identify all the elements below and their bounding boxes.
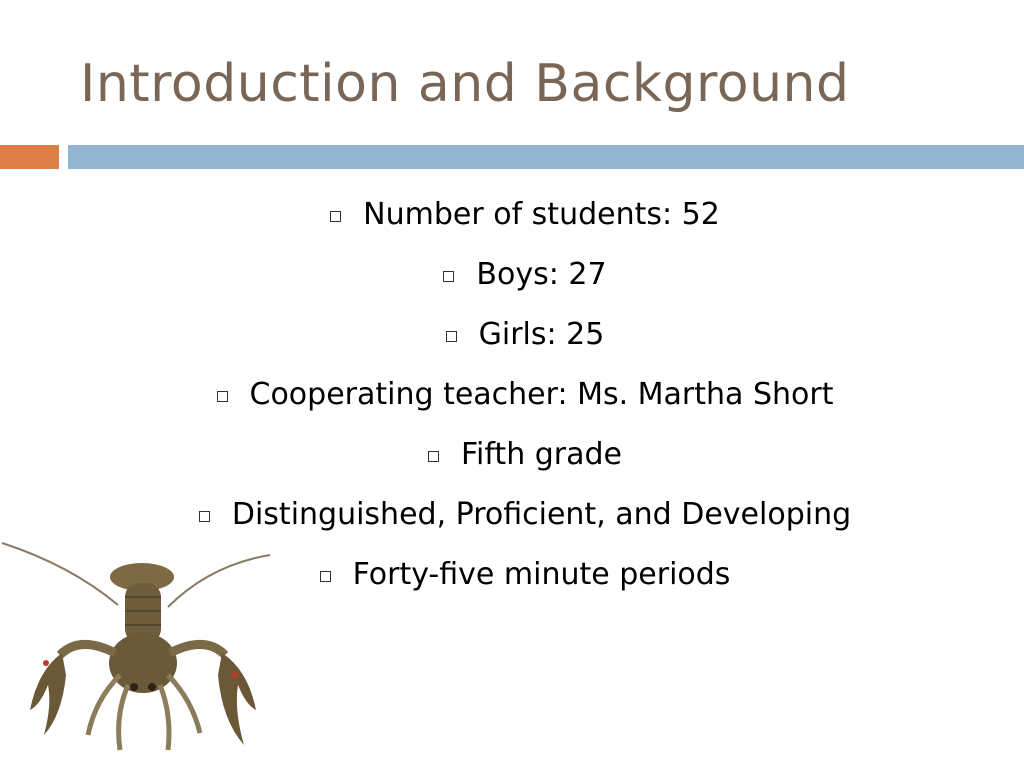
accent-bar-blue (68, 145, 1024, 169)
bullet-text: Girls: 25 (478, 316, 605, 352)
bullet-square-icon (199, 511, 210, 522)
bullet-text: Distinguished, Proficient, and Developing (231, 496, 852, 532)
bullet-text: Boys: 27 (476, 256, 607, 292)
bullet-item (100, 244, 950, 304)
bullet-square-icon (217, 391, 228, 402)
bullet-square-icon (320, 571, 331, 582)
crawfish-image (0, 535, 300, 768)
bullet-square-icon (446, 331, 457, 342)
bullet-text: Forty-five minute periods (352, 556, 731, 592)
bullet-square-icon (330, 211, 341, 222)
bullet-text: Cooperating teacher: Ms. Martha Short (249, 376, 834, 412)
bullet-text: Number of students: 52 (363, 196, 720, 232)
bullet-text: Fifth grade (460, 436, 622, 472)
slide-title: Introduction and Background (80, 54, 850, 114)
bullet-item (100, 424, 950, 484)
bullet-item (100, 184, 950, 244)
bullet-square-icon (428, 451, 439, 462)
bullet-square-icon (443, 271, 454, 282)
bullet-item (100, 364, 950, 424)
bullet-item (100, 304, 950, 364)
accent-bar-orange (0, 145, 59, 169)
